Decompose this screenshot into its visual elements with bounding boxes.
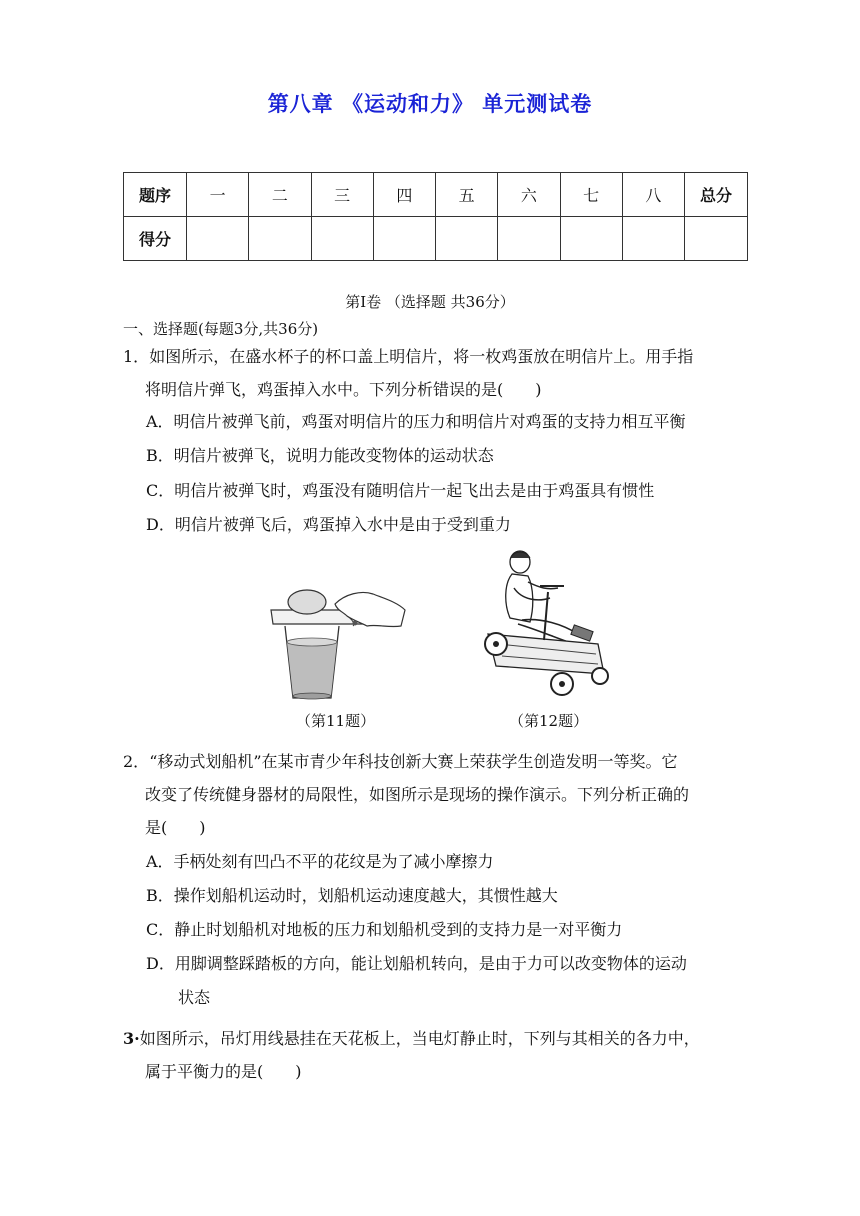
question-stem: “移动式划船机”在某市青少年科技创新大赛上荣获学生创造发明一等奖。它	[149, 752, 678, 771]
part-heading: 一、选择题(每题3分,共36分)	[123, 320, 319, 338]
score-table-header-row	[124, 173, 748, 217]
question-number: 2．	[123, 752, 150, 771]
option-c: C．明信片被弹飞时，鸡蛋没有随明信片一起飞出去是由于鸡蛋具有惯性	[146, 481, 655, 500]
score-cell[interactable]	[373, 217, 435, 261]
question-1	[123, 340, 753, 406]
question-number: 1．	[123, 347, 150, 366]
option-d-cont: 状态	[178, 988, 211, 1007]
score-cell[interactable]	[249, 217, 311, 261]
question-stem-cont: 改变了传统健身器材的局限性，如图所示是现场的操作演示。下列分析正确的	[145, 785, 690, 804]
score-cell[interactable]	[498, 217, 560, 261]
column-cell-8: 八	[622, 173, 684, 217]
section-heading: 第Ⅰ卷 （选择题 共36分）	[345, 293, 515, 311]
option-b: B．操作划船机运动时，划船机运动速度越大，其惯性越大	[146, 886, 558, 905]
total-label-cell: 总分	[685, 173, 748, 217]
header-label-cell: 题序	[124, 173, 187, 217]
row-label-cell: 得分	[124, 217, 187, 261]
option-d: D．用脚调整踩踏板的方向，能让划船机转向，是由于力可以改变物体的运动	[146, 954, 687, 973]
score-cell[interactable]	[685, 217, 748, 261]
column-cell-7: 七	[560, 173, 622, 217]
option-b: B．明信片被弹飞，说明力能改变物体的运动状态	[146, 446, 494, 465]
option-a: A．明信片被弹飞前，鸡蛋对明信片的压力和明信片对鸡蛋的支持力相互平衡	[146, 412, 686, 431]
score-cell[interactable]	[560, 217, 622, 261]
score-table	[123, 172, 748, 261]
score-cell[interactable]	[187, 217, 249, 261]
column-cell-4: 四	[373, 173, 435, 217]
column-cell-2: 二	[249, 173, 311, 217]
column-cell-5: 五	[436, 173, 498, 217]
column-cell-1: 一	[187, 173, 249, 217]
option-a: A．手柄处刻有凹凸不平的花纹是为了减小摩擦力	[146, 852, 494, 871]
figure-11-caption: （第11题）	[296, 712, 376, 730]
page-title: 第八章 《运动和力》 单元测试卷	[267, 92, 593, 116]
score-cell[interactable]	[622, 217, 684, 261]
score-cell[interactable]	[311, 217, 373, 261]
rowing-machine-figure	[478, 548, 618, 700]
option-d: D．明信片被弹飞后，鸡蛋掉入水中是由于受到重力	[146, 515, 511, 534]
column-cell-3: 三	[311, 173, 373, 217]
score-table-score-row	[124, 217, 748, 261]
question-stem: 如图所示，在盛水杯子的杯口盖上明信片，将一枚鸡蛋放在明信片上。用手指	[149, 347, 694, 366]
score-cell[interactable]	[436, 217, 498, 261]
question-stem-cont: 属于平衡力的是( )	[145, 1062, 302, 1081]
cup-egg-figure	[265, 582, 410, 702]
question-stem: 如图所示，吊灯用线悬挂在天花板上，当电灯静止时，下列与其相关的各力中，	[139, 1029, 700, 1048]
question-stem-cont: 将明信片弹飞，鸡蛋掉入水中。下列分析错误的是( )	[145, 380, 542, 399]
option-c: C．静止时划船机对地板的压力和划船机受到的支持力是一对平衡力	[146, 920, 623, 939]
question-number: 3·	[123, 1029, 140, 1048]
figure-12-caption: （第12题）	[509, 712, 589, 730]
column-cell-6: 六	[498, 173, 560, 217]
question-2	[123, 745, 753, 844]
question-3	[123, 1022, 753, 1088]
question-stem-cont: 是( )	[145, 818, 206, 837]
